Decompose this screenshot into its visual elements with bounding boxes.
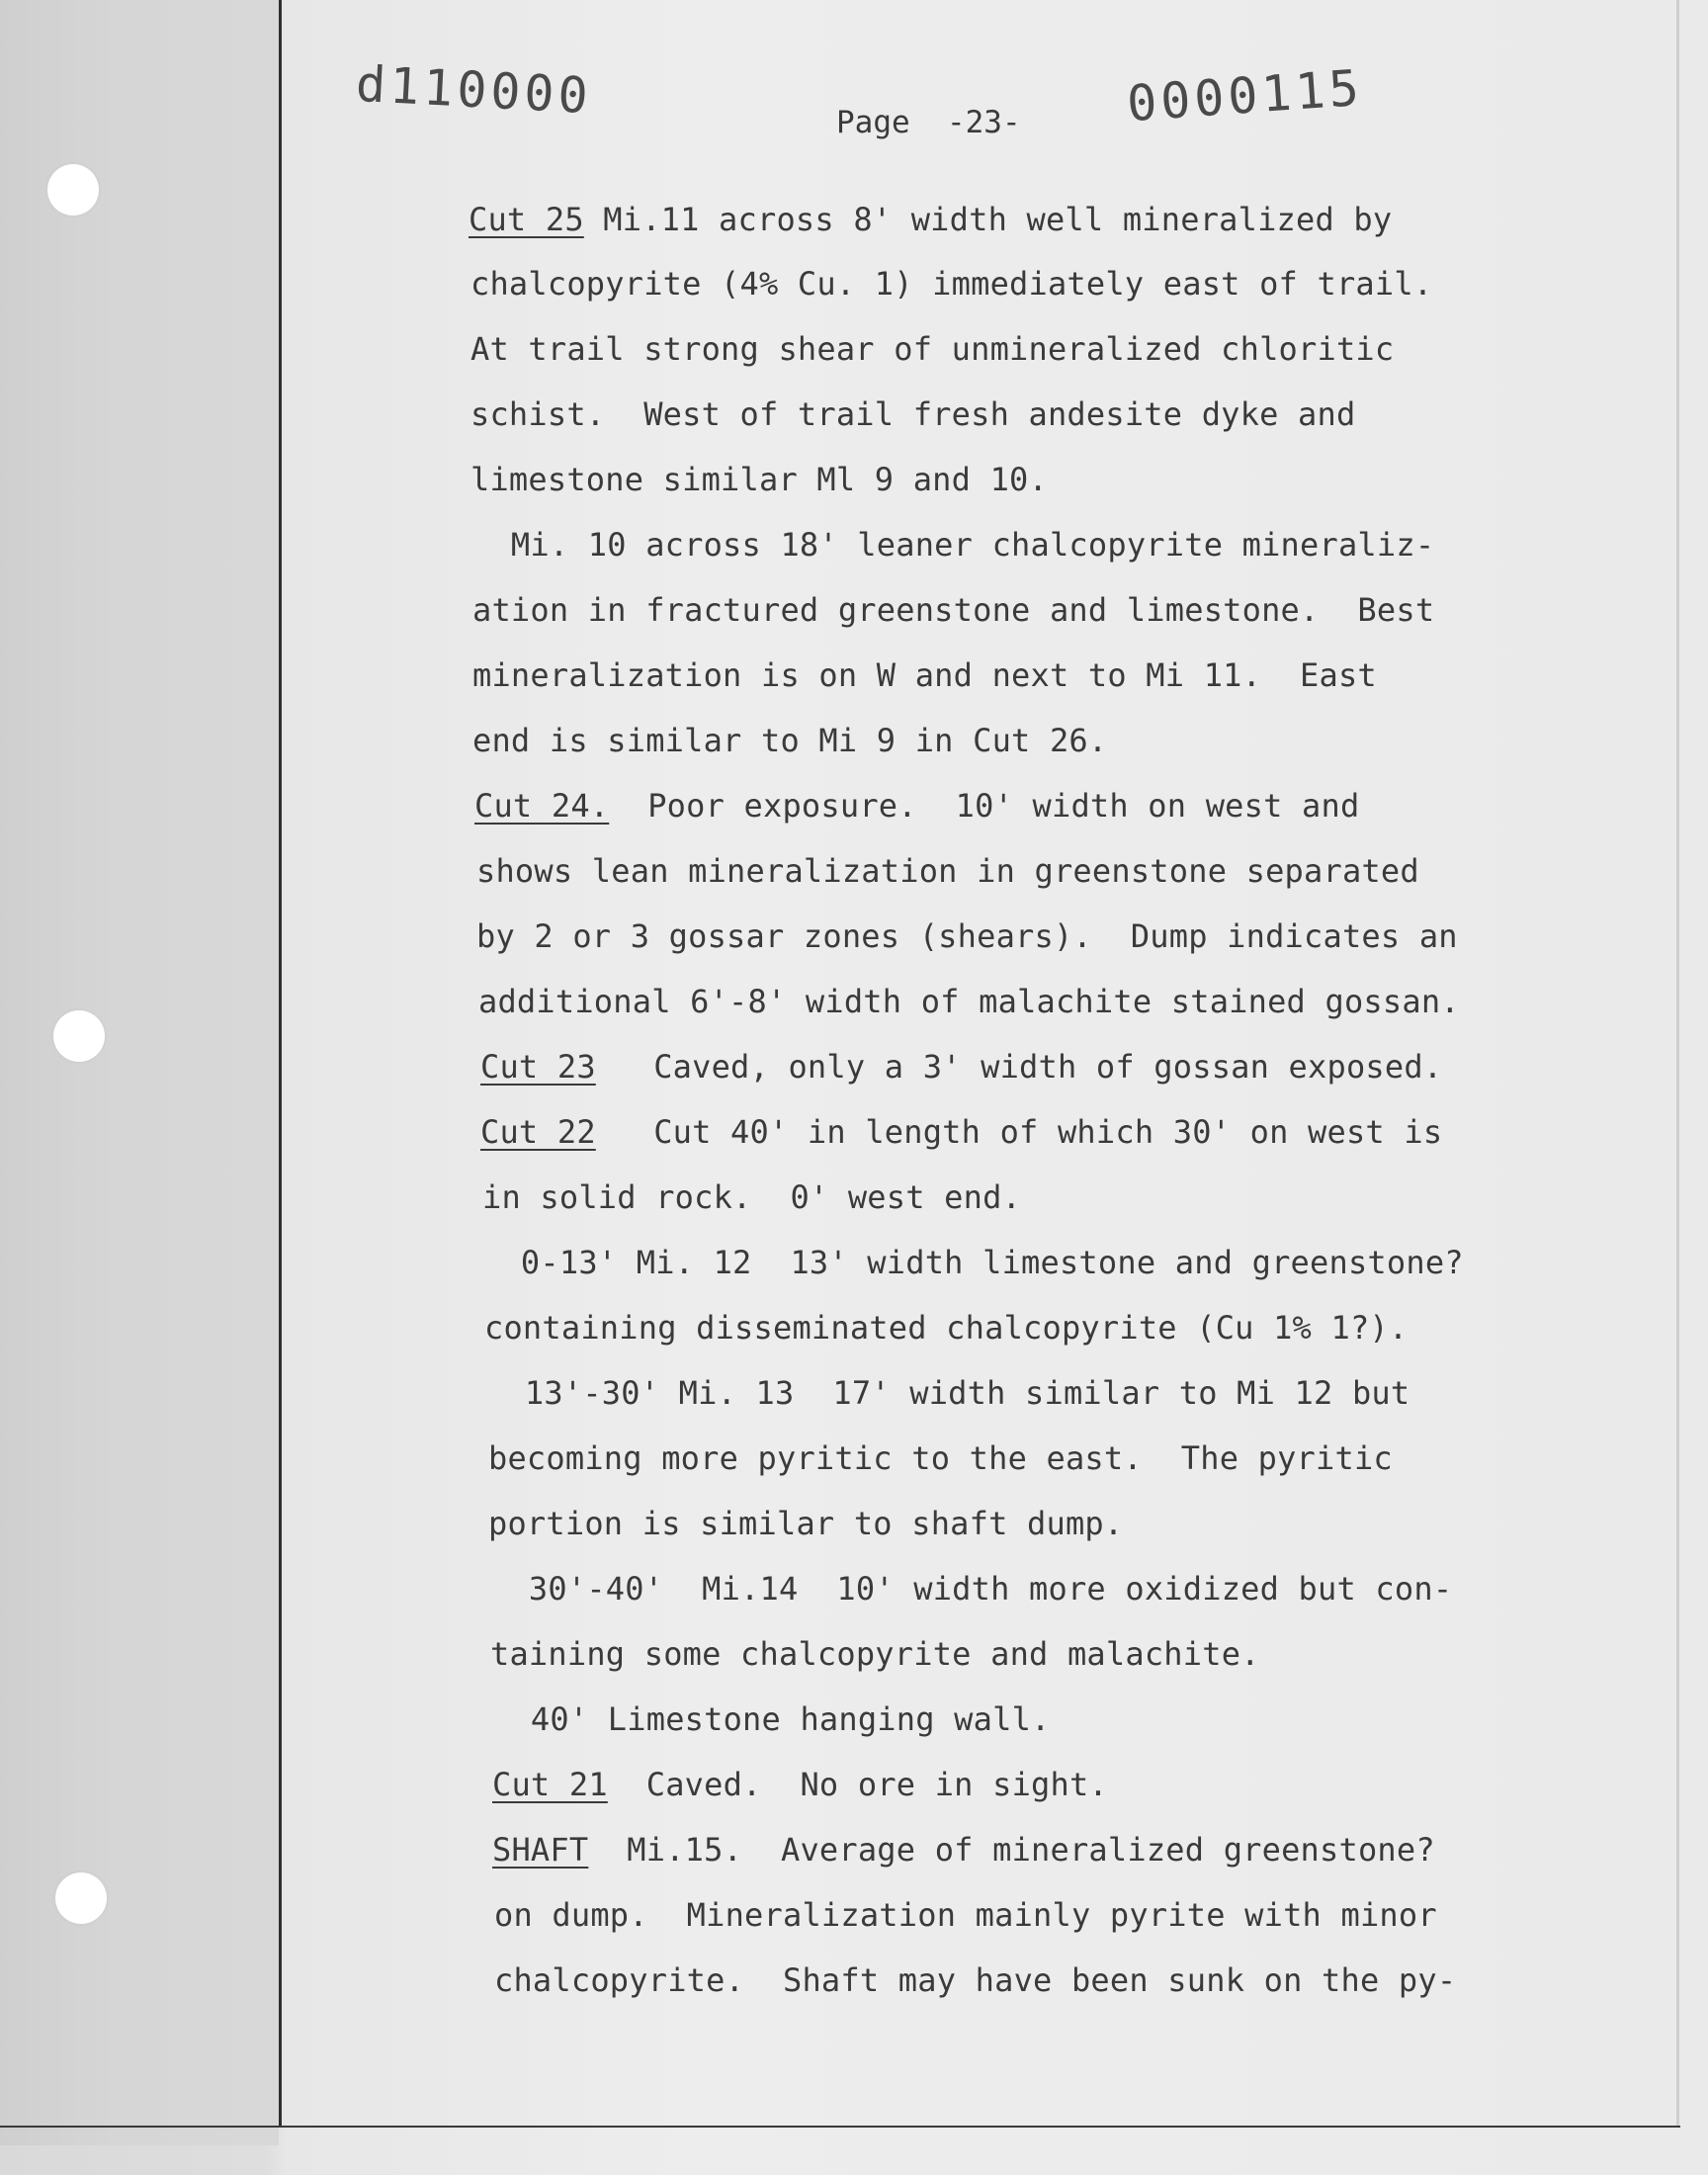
text-line: 0-13' Mi. 12 13' width limestone and greenstone?	[482, 1244, 1464, 1281]
punch-hole	[53, 1010, 105, 1062]
text-line: in solid rock. 0' west end.	[482, 1178, 1022, 1216]
section-heading: Cut 23	[480, 1048, 596, 1086]
text-line: becoming more pyritic to the east. The pyritic	[488, 1439, 1393, 1477]
text-line: 13'-30' Mi. 13 17' width similar to Mi 12 but	[486, 1374, 1410, 1412]
text-line: Cut 22 Cut 40' in length of which 30' on west is	[480, 1113, 1443, 1151]
section-heading: Cut 24.	[474, 787, 610, 825]
text-line: shows lean mineralization in greenstone separated	[476, 852, 1419, 890]
text-line: additional 6'-8' width of malachite stained gossan.	[478, 983, 1460, 1020]
text-line: ation in fractured greenstone and limestone. Best	[472, 591, 1435, 629]
left-margin	[0, 0, 279, 2145]
text-line: Cut 23 Caved, only a 3' width of gossan exposed.	[480, 1048, 1443, 1086]
text-line: 30'-40' Mi.14 10' width more oxidized but con-	[490, 1570, 1453, 1608]
right-page-edge	[1676, 0, 1679, 2126]
page-number: Page -23-	[836, 105, 1021, 140]
punch-hole	[55, 1872, 107, 1924]
section-heading: SHAFT	[492, 1831, 589, 1869]
text-line: containing disseminated chalcopyrite (Cu 1% 1?).	[484, 1309, 1409, 1347]
text-line: Cut 24. Poor exposure. 10' width on west and	[474, 787, 1360, 825]
text-line: taining some chalcopyrite and malachite.	[490, 1635, 1260, 1673]
text-line: schist. West of trail fresh andesite dyke and	[470, 395, 1356, 433]
text-line: chalcopyrite (4% Cu. 1) immediately east of trail.	[470, 265, 1433, 303]
text-line: Mi. 10 across 18' leaner chalcopyrite mineraliz-	[472, 526, 1435, 564]
text-line: Cut 25 Mi.11 across 8' width well mineralized by	[469, 201, 1393, 238]
bottom-page-edge	[0, 2126, 1680, 2128]
text-line: Cut 21 Caved. No ore in sight.	[492, 1766, 1108, 1803]
text-line: SHAFT Mi.15. Average of mineralized greenstone?	[492, 1831, 1435, 1869]
text-line: 40' Limestone hanging wall.	[492, 1700, 1051, 1738]
margin-rule	[279, 0, 282, 2126]
section-heading: Cut 22	[480, 1113, 596, 1151]
text-line: At trail strong shear of unmineralized chloritic	[470, 330, 1395, 368]
text-line: chalcopyrite. Shaft may have been sunk on the py-	[494, 1961, 1457, 1999]
document-id-stamp-left: d110000	[354, 54, 594, 126]
section-heading: Cut 21	[492, 1766, 608, 1803]
document-id-stamp-right: 0000115	[1125, 58, 1365, 133]
text-line: portion is similar to shaft dump.	[488, 1505, 1124, 1542]
text-line: mineralization is on W and next to Mi 11. East	[472, 656, 1377, 694]
text-line: end is similar to Mi 9 in Cut 26.	[472, 722, 1108, 759]
text-line: on dump. Mineralization mainly pyrite with minor	[494, 1896, 1437, 1934]
text-line: limestone similar Ml 9 and 10.	[470, 461, 1048, 498]
text-line: by 2 or 3 gossar zones (shears). Dump indicates an	[476, 917, 1458, 955]
punch-hole	[47, 164, 99, 216]
section-heading: Cut 25	[469, 201, 584, 238]
